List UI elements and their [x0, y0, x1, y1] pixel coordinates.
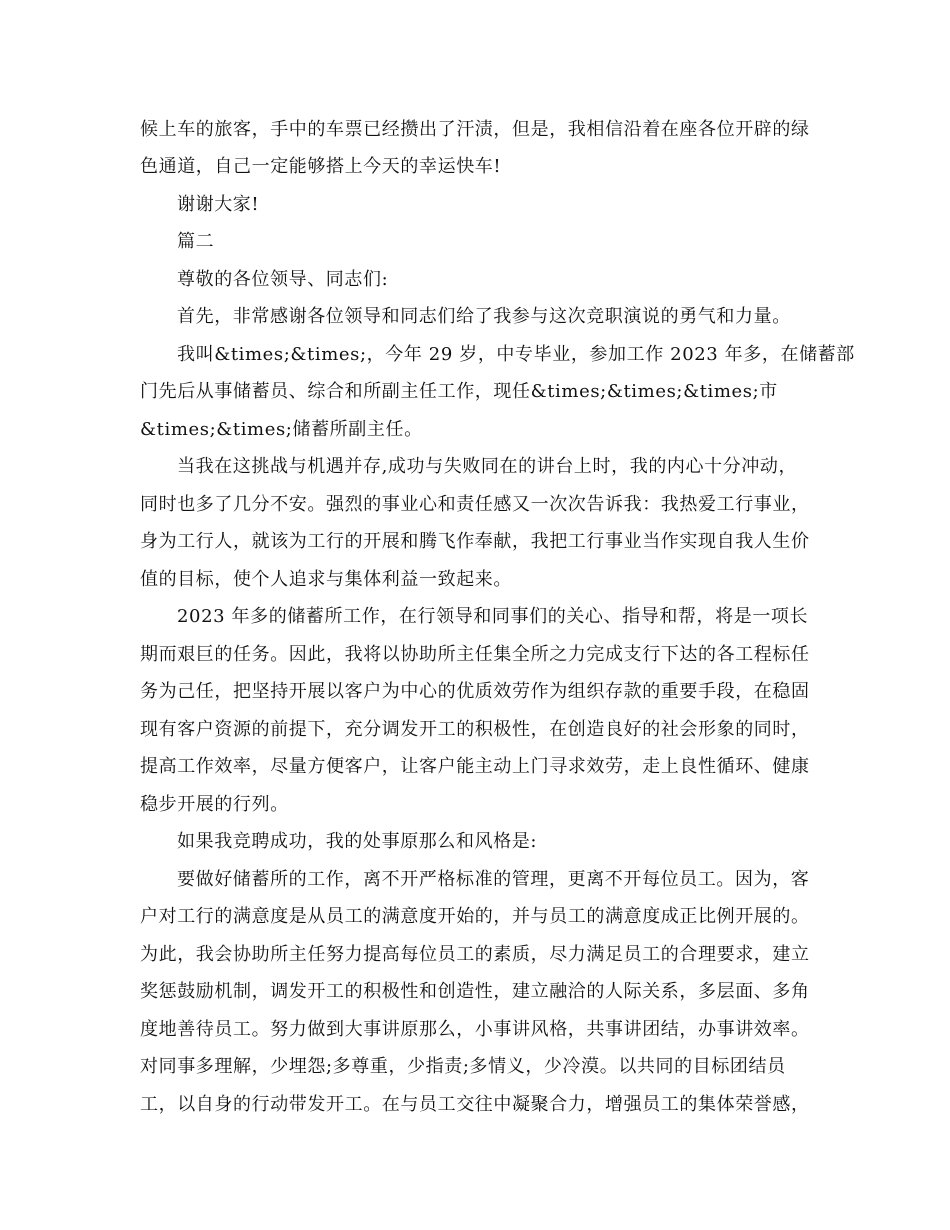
paragraph-line: 身为工行人，就该为工行的开展和腾飞作奉献，我把工行事业当作实现自我人生价: [140, 531, 810, 552]
paragraph-line: 值的目标，使个人追求与集体利益一致起来。: [140, 569, 512, 590]
paragraph-line: 对同事多理解，少埋怨;多尊重，少指责;多情义，少冷漠。以共同的目标团结员: [140, 1056, 786, 1077]
paragraph-line: 现有客户资源的前提下，充分调发开工的积极性，在创造良好的社会形象的同时，: [140, 719, 810, 740]
paragraph-line: 我叫&times;&times;，今年 29 岁，中专毕业，参加工作 2023 年多，在储蓄部: [177, 344, 855, 365]
paragraph-line: 候上车的旅客，手中的车票已经攒出了汗渍，但是，我相信沿着在座各位开辟的绿: [140, 119, 810, 140]
paragraph-line: 稳步开展的行列。: [140, 794, 289, 815]
paragraph-line: 工，以自身的行动带发开工。在与员工交往中凝聚合力，增强员工的集体荣誉感，: [140, 1094, 810, 1115]
paragraph-line: 首先，非常感谢各位领导和同志们给了我参与这次竞职演说的勇气和力量。: [177, 306, 791, 327]
paragraph-line: 户对工行的满意度是从员工的满意度开始的，并与员工的满意度成正比例开展的。: [140, 906, 810, 927]
paragraph-line: 谢谢大家!: [177, 194, 260, 215]
salutation: 尊敬的各位领导、同志们:: [177, 269, 389, 290]
paragraph-line: &times;&times;储蓄所副主任。: [140, 419, 423, 440]
paragraph-line: 当我在这挑战与机遇并存,成功与失败同在的讲台上时，我的内心十分冲动，: [177, 456, 798, 477]
paragraph-line: 要做好储蓄所的工作，离不开严格标准的管理，更离不开每位员工。因为，客: [177, 869, 810, 890]
section-heading: 篇二: [177, 231, 215, 252]
paragraph-line: 如果我竞聘成功，我的处事原那么和风格是:: [177, 831, 538, 852]
paragraph-line: 期而艰巨的任务。因此，我将以协助所主任集全所之力完成支行下达的各工程标任: [140, 644, 810, 665]
paragraph-line: 奖惩鼓励机制，调发开工的积极性和创造性，建立融洽的人际关系，多层面、多角: [140, 981, 810, 1002]
paragraph-line: 2023 年多的储蓄所工作，在行领导和同事们的关心、指导和帮，将是一项长: [177, 606, 809, 627]
paragraph-line: 度地善待员工。努力做到大事讲原那么，小事讲风格，共事讲团结，办事讲效率。: [140, 1019, 810, 1040]
paragraph-line: 为此，我会协助所主任努力提高每位员工的素质，尽力满足员工的合理要求，建立: [140, 944, 810, 965]
paragraph-line: 务为己任，把坚持开展以客户为中心的优质效劳作为组织存款的重要手段，在稳固: [140, 681, 810, 702]
paragraph-line: 提高工作效率，尽量方便客户，让客户能主动上门寻求效劳，走上良性循环、健康: [140, 756, 810, 777]
paragraph-line: 色通道，自己一定能够搭上今天的幸运快车!: [140, 156, 502, 177]
paragraph-line: 门先后从事储蓄员、综合和所副主任工作，现任&times;&times;&times;市: [140, 381, 778, 402]
paragraph-line: 同时也多了几分不安。强烈的事业心和责任感又一次次告诉我：我热爱工行事业，: [140, 494, 810, 515]
